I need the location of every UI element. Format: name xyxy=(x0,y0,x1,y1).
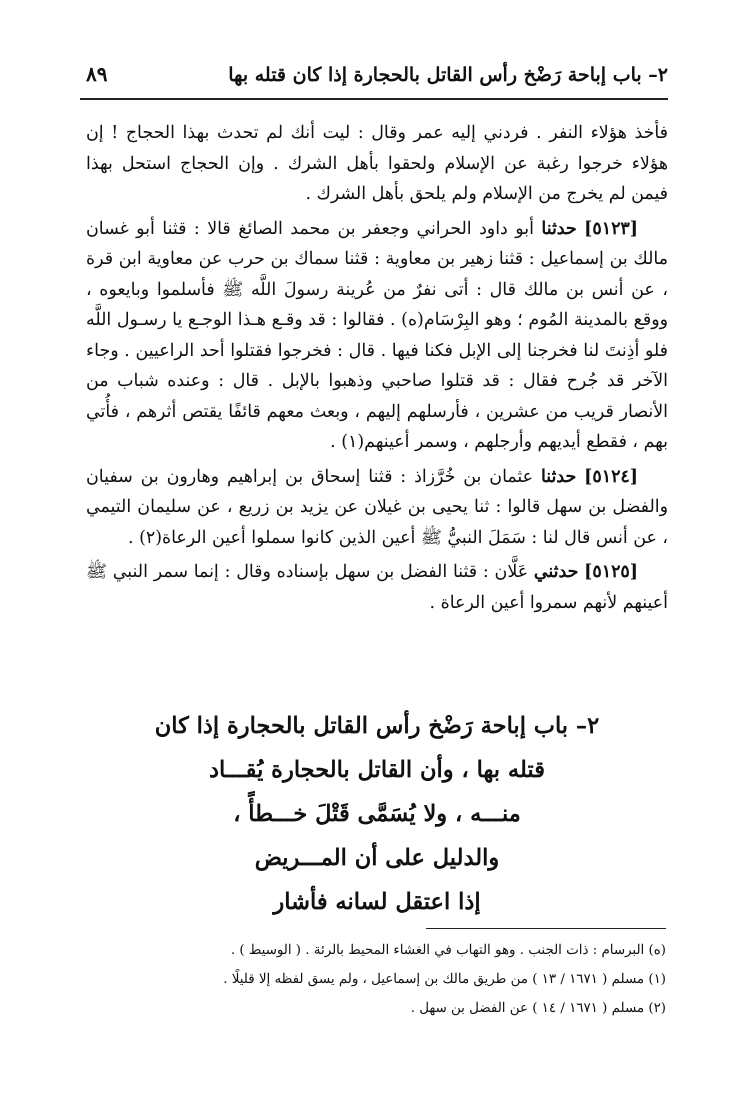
chapter-heading xyxy=(86,704,668,924)
hadith-number: [٥١٢٣] xyxy=(584,218,638,239)
hadith-lead: حدثنا xyxy=(540,466,577,487)
footnote: (١) مسلم ( ١٦٧١ / ١٣ ) من طريق مالك بن إسماعيل ، ولم يسق لفظه إلا قليلًا . xyxy=(223,972,666,987)
hadith-5124 xyxy=(86,462,668,554)
hadith-text: عَلَّان : قثنا الفضل بن سهل بإسناده وقال : إنما سمر النبي ﷺ أعينهم لأنهم سمروا أعين الرعاة . xyxy=(86,562,668,613)
hadith-5125 xyxy=(86,557,668,618)
chapter-heading-line: منـــه ، ولا يُسَمَّى قَتْلَ خـــطأً ، xyxy=(233,801,521,827)
hadith-text: عثمان بن خُرَّزاذ : قثنا إسحاق بن إبراهيم وهارون بن سفيان والفضل بن سهل قالوا : ثنا يحيى بن غيلان عن يزيد بن زريع ، عن سليمان التيمي ، عن أنس قال لنا : سَمَلَ النبيُّ ﷺ أعين الذين كانوا سملوا أعين الرعاة(٢) . xyxy=(86,466,668,548)
hadith-number: [٥١٢٤] xyxy=(584,466,639,487)
hadith-lead: حدثني xyxy=(533,562,579,582)
chapter-heading-line: ٢– باب إباحة رَضْخ رأس القاتل بالحجارة إذا كان xyxy=(154,713,600,739)
hadith-number: [٥١٢٥] xyxy=(584,562,639,582)
running-title: ٢– باب إباحة رَضْخ رأس القاتل بالحجارة إذا كان قتله بها xyxy=(228,64,668,86)
paragraph-continuation xyxy=(86,118,668,210)
hadith-text: أبو داود الحراني وجعفر بن محمد الصائغ قالا : قثنا أبو غسان مالك بن إسماعيل : قثنا زهير بن معاوية : قثنا سماك بن حرب عن معاوية ابن قرة ، عن أنس بن مالك قال : أتى نفرٌ من عُرينة رسولَ اللَّه ﷺ فأسلموا وبايعوه ، ووقع بالمدينة المُوم ؛ وهو البِرْسَام(ه) . فقالوا : قد وقـع هـذا الوجـع يا رسـول اللَّه فلو أذِنتَ لنا فخرجنا إلى الإبل فكنا فيها . قال : فخرجوا فقتلوا أحد الراعيين . وجاء الآخر قد جُرح فقال : قد قتلوا صاحبي وذهبوا بالإبل . قال : وعنده شباب من الأنصار قريب من عشرين ، فأرسلهم إليهم ، وبعث معهم قائفًا يقتص أثرهم ، فأُتي بهم ، فقطع أيديهم وأرجلهم ، وسمر أعينهم(١) . xyxy=(86,218,668,452)
page-number: ٨٩ xyxy=(86,62,108,86)
footnote: (٢) مسلم ( ١٦٧١ / ١٤ ) عن الفضل بن سهل . xyxy=(410,1001,666,1016)
page-header xyxy=(80,58,668,100)
paragraph-text: فأخذ هؤلاء النفر . فردني إليه عمر وقال : ليت أنك لم تحدث بهذا الحجاج ! إن هؤلاء خرجوا رغبة عن الإسلام ولحقوا بأهل الشرك . وإن الحجاج استحل بهذا فيمن لم يخرج من الإسلام ولم يلحق بأهل الشرك . xyxy=(86,123,668,204)
footnote-divider xyxy=(426,928,666,929)
hadith-lead: حدثنا xyxy=(541,218,577,239)
chapter-heading-line: قتله بها ، وأن القاتل بالحجارة يُقـــاد xyxy=(209,757,545,783)
chapter-heading-line: إذا اعتقل لسانه فأشار xyxy=(273,889,481,915)
hadith-5123 xyxy=(86,214,668,458)
chapter-heading-line: والدليل على أن المـــريض xyxy=(254,845,500,871)
footnote: (ه) البرسام : ذات الجنب . وهو التهاب في الغشاء المحيط بالرئة . ( الوسيط ) . xyxy=(230,943,666,958)
main-text xyxy=(86,118,668,618)
footnotes xyxy=(86,936,666,1023)
